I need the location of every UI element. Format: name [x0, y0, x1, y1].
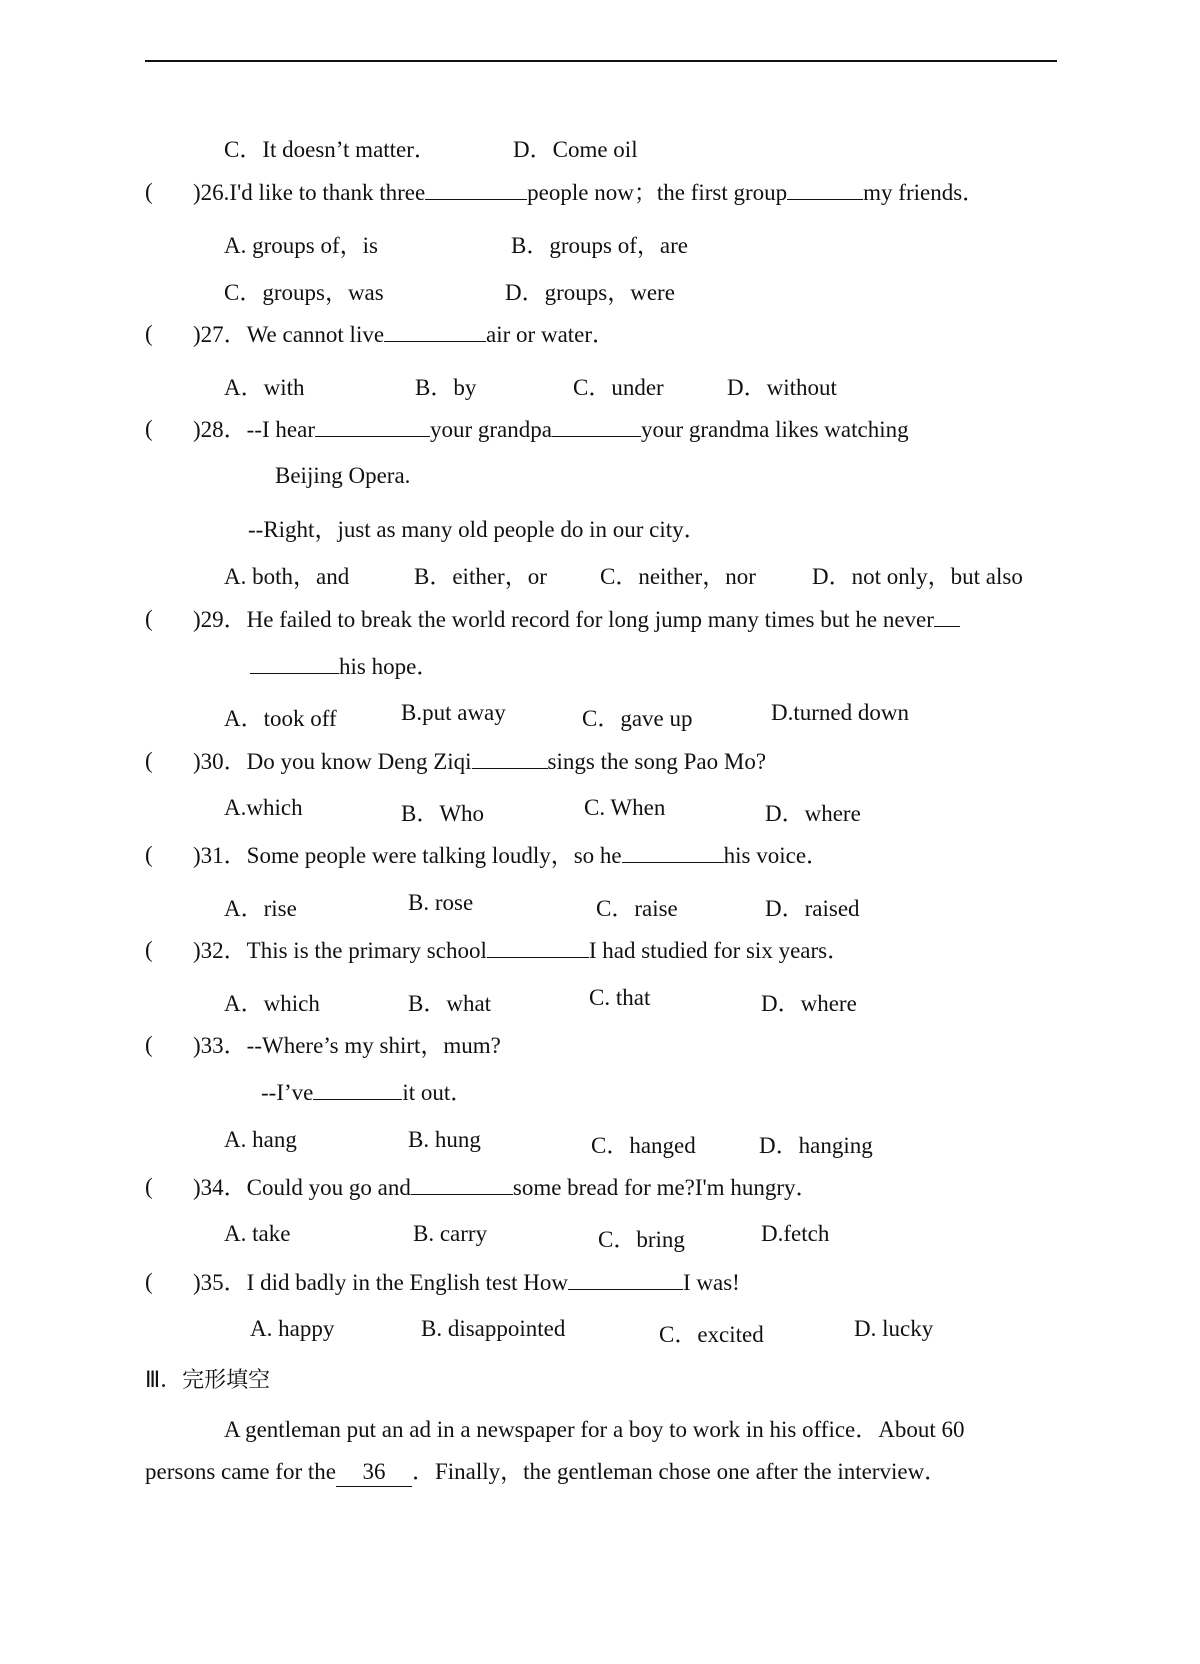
option-b: B. carry — [413, 1221, 488, 1246]
option-c: C．raise — [596, 896, 678, 921]
option-b: B．by — [415, 375, 477, 400]
option-c: C．gave up — [582, 706, 693, 731]
question-28 — [193, 416, 909, 444]
option-d: D.turned down — [771, 700, 909, 725]
option-b: B．either，or — [414, 564, 547, 589]
option-b: B.put away — [401, 700, 506, 725]
option-c: C. that — [589, 985, 651, 1010]
question-text: Some people were talking loudly，so he — [246, 843, 622, 868]
option-a: A．with — [224, 375, 305, 400]
option-c: C．bring — [598, 1227, 685, 1252]
question-text: Do you know Deng Ziqi — [246, 749, 472, 774]
option-a: A. happy — [250, 1316, 335, 1341]
question-text: some bread for me?I'm hungry． — [512, 1175, 819, 1200]
passage-line: A gentleman put an ad in a newspaper for a boy to work in his office．About 60 — [224, 1417, 965, 1442]
option-a: A．which — [224, 991, 320, 1016]
passage-text: persons came for the — [145, 1459, 336, 1484]
question-number: )33． — [193, 1033, 247, 1058]
header-rule — [145, 60, 1057, 62]
option-d: D．hanging — [759, 1133, 873, 1158]
question-text: I was! — [683, 1270, 740, 1295]
question-text: it out． — [402, 1080, 474, 1105]
question-text: people now；the first group — [527, 180, 788, 205]
question-number: )29． — [193, 607, 247, 632]
question-text: his hope． — [339, 654, 440, 679]
option-b: B．groups of，are — [511, 233, 688, 258]
question-text: --Where’s my shirt，mum? — [246, 1033, 501, 1058]
option-d: D.fetch — [761, 1221, 830, 1246]
answer-blank — [315, 416, 430, 437]
option-a: A. groups of，is — [224, 233, 378, 258]
answer-paren: ( — [145, 321, 153, 346]
answer-paren: ( — [145, 1032, 153, 1057]
answer-blank — [472, 748, 548, 769]
answer-blank — [425, 179, 527, 200]
answer-blank — [411, 1174, 513, 1195]
option-a: A. take — [224, 1221, 291, 1246]
answer-paren: ( — [145, 937, 153, 962]
answer-blank — [934, 606, 960, 627]
question-34 — [193, 1174, 818, 1202]
answer-blank — [384, 321, 486, 342]
option-a: A．took off — [224, 706, 337, 731]
answer-paren: ( — [145, 842, 153, 867]
question-27 — [193, 321, 615, 349]
question-text: I did badly in the English test How — [246, 1270, 568, 1295]
option-b: B. hung — [408, 1127, 481, 1152]
answer-blank — [787, 179, 863, 200]
option-d: D．without — [727, 375, 837, 400]
dialogue-reply: --Right，just as many old people do in our city． — [248, 517, 707, 542]
answer-blank — [568, 1269, 683, 1290]
question-text: --I hear — [246, 417, 315, 442]
answer-paren: ( — [145, 179, 153, 204]
option-c: C．under — [573, 375, 664, 400]
question-text: I had studied for six years． — [588, 938, 851, 963]
question-number: )28． — [193, 417, 247, 442]
option-b: B．Who — [401, 801, 485, 826]
question-35 — [193, 1269, 740, 1297]
question-29-continuation — [250, 653, 439, 681]
question-29 — [193, 606, 960, 634]
question-text: sings the song Pao Mo? — [547, 749, 767, 774]
option-d: D．not only，but also — [812, 564, 1023, 589]
option-a: A.which — [224, 795, 303, 820]
passage-line — [145, 1458, 947, 1487]
dialogue-reply — [261, 1079, 473, 1107]
question-number: )26. — [193, 180, 230, 205]
option-a: A. both，and — [224, 564, 350, 589]
option-c: C. When — [584, 795, 666, 820]
question-text: your grandma likes watching — [640, 417, 909, 442]
passage-text: ．Finally，the gentleman chose one after the interview． — [411, 1459, 948, 1484]
option-d: D．groups，were — [505, 280, 675, 305]
answer-blank — [622, 842, 724, 863]
option-d: D．where — [761, 991, 857, 1016]
question-26 — [193, 179, 985, 207]
question-number: )27． — [193, 322, 247, 347]
option-a: A. hang — [224, 1127, 297, 1152]
question-33 — [193, 1032, 501, 1060]
question-text: --I’ve — [261, 1080, 314, 1105]
question-number: )35． — [193, 1270, 247, 1295]
answer-blank — [487, 937, 589, 958]
answer-paren: ( — [145, 606, 153, 631]
option-c: C．neither，nor — [600, 564, 756, 589]
question-31 — [193, 842, 829, 870]
option-d: D．where — [765, 801, 861, 826]
option-d: D．Come oil — [513, 137, 638, 162]
question-text: his voice． — [723, 843, 830, 868]
answer-paren: ( — [145, 1269, 153, 1294]
question-text: We cannot live — [246, 322, 385, 347]
answer-paren: ( — [145, 748, 153, 773]
question-text: Could you go and — [246, 1175, 411, 1200]
question-continuation: Beijing Opera. — [275, 463, 411, 488]
numbered-blank: 36 — [336, 1458, 412, 1487]
option-b: B．what — [408, 991, 492, 1016]
question-number: )30． — [193, 749, 247, 774]
answer-paren: ( — [145, 416, 153, 441]
option-c: C．It doesn’t matter． — [224, 137, 437, 162]
answer-blank — [552, 416, 641, 437]
question-text: my friends． — [863, 180, 986, 205]
section-heading: Ⅲ．完形填空 — [145, 1368, 271, 1393]
question-text: air or water． — [486, 322, 616, 347]
option-c: C．groups，was — [224, 280, 384, 305]
option-d: D. lucky — [854, 1316, 934, 1341]
question-text: This is the primary school — [246, 938, 487, 963]
question-number: )34． — [193, 1175, 247, 1200]
option-a: A．rise — [224, 896, 297, 921]
option-c: C．hanged — [591, 1133, 696, 1158]
question-30 — [193, 748, 766, 776]
question-text: your grandpa — [429, 417, 552, 442]
answer-paren: ( — [145, 1174, 153, 1199]
option-b: B. disappointed — [421, 1316, 566, 1341]
answer-blank — [313, 1079, 402, 1100]
question-number: )32． — [193, 938, 247, 963]
question-text: He failed to break the world record for long jump many times but he never — [246, 607, 934, 632]
question-32 — [193, 937, 850, 965]
option-c: C．excited — [659, 1322, 764, 1347]
option-b: B. rose — [408, 890, 474, 915]
answer-blank — [250, 653, 339, 674]
question-number: )31． — [193, 843, 247, 868]
option-d: D．raised — [765, 896, 860, 921]
question-text: I'd like to thank three — [229, 180, 426, 205]
